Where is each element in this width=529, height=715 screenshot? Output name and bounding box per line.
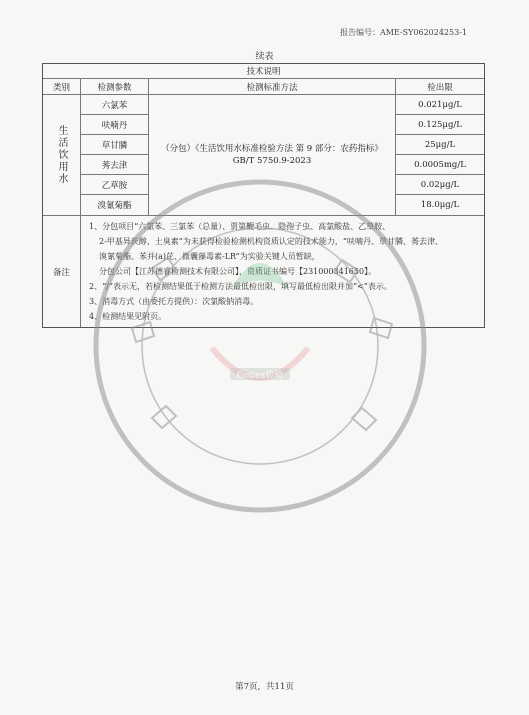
table-title: 续表 — [255, 52, 274, 62]
page-footer: 第7页，共11页 — [235, 682, 294, 692]
note-line: 4、检测结果见附页。 — [89, 312, 167, 321]
notes-label: 备注 — [43, 216, 81, 327]
col-category: 类别 — [43, 79, 81, 94]
col-limit: 检出限 — [427, 82, 453, 93]
method-cell — [149, 95, 396, 215]
notes-content — [81, 216, 484, 327]
method-line-1: （分包）《生活饮用水标准检验方法 第 9 部分：农药指标》 — [161, 144, 383, 154]
note-line: 2-甲基异莰醇、土臭素”为未获得检验检测机构资质认定的技术能力，“呋喃丹、草甘膦、莠去津、 — [99, 237, 443, 246]
method-line-2: GB/T 5750.9-2023 — [232, 156, 312, 166]
table-row-param: 呋喃丹 — [81, 115, 148, 135]
notes-block — [43, 216, 484, 327]
limit-list — [396, 95, 484, 215]
section-header-row — [43, 64, 484, 79]
note-line: 2、“/”表示无，若检测结果低于检测方法最低检出限，填写最低检出限并加“<”表示。 — [89, 282, 392, 291]
note-line: 分包公司【江苏德睿检测技术有限公司】，资质证书编号【231000341650】。 — [99, 267, 377, 276]
table-row-param: 乙草胺 — [81, 175, 148, 195]
technical-table — [42, 63, 485, 328]
table-row-limit: 18.0μg/L — [420, 200, 460, 210]
column-header-row — [43, 79, 484, 95]
note-line: 溴氰菊酯、苯并(a)芘、微囊藻毒素-LR”为实验关键人员暂缺， — [99, 252, 320, 261]
note-line: 3、消毒方式（由委托方提供）：次氯酸钠消毒。 — [89, 297, 259, 306]
table-row-param: 溴氰菊酯 — [97, 201, 132, 211]
note-line: 1、分包项目“六氯苯、三氯苯（总量）、贾第鞭毛虫、隐孢子虫、高氯酸盐、乙草胺、 — [89, 222, 391, 231]
col-parameter: 检测参数 — [81, 79, 149, 94]
table-row-limit: 0.125μg/L — [396, 115, 484, 135]
report-number: 报告编号：AME-SY062024253-1 — [339, 28, 467, 37]
table-row-limit: 0.021μg/L — [396, 95, 484, 115]
stamp-logo-text: Embea检验 — [236, 370, 284, 380]
section-header: 技术说明 — [246, 67, 281, 77]
table-row-param: 六氯苯 — [81, 95, 148, 115]
stamp-arc-icon — [212, 348, 308, 378]
stamp-logo-bar — [230, 368, 290, 380]
data-block — [43, 95, 484, 216]
table-row-param: 草甘膦 — [81, 135, 148, 155]
category-cell: 生活饮用水 — [43, 95, 81, 215]
parameter-list — [81, 95, 149, 215]
table-row-limit: 0.02μg/L — [396, 175, 484, 195]
table-row-limit: 25μg/L — [396, 135, 484, 155]
col-method: 检测标准方法 — [149, 79, 396, 94]
table-row-param: 莠去津 — [81, 155, 148, 175]
table-row-limit: 0.0005mg/L — [396, 155, 484, 175]
